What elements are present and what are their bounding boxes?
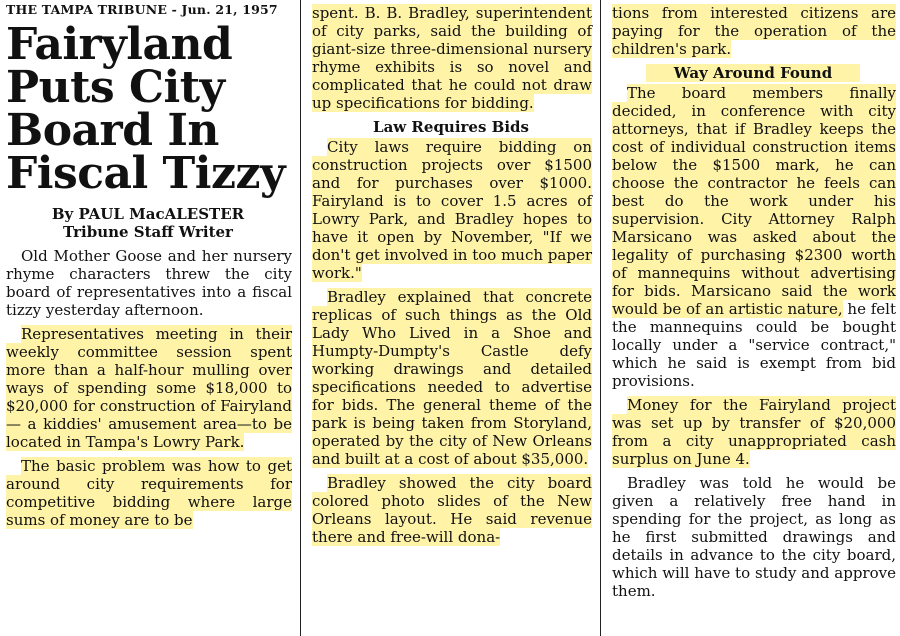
highlighted-text: Representatives meeting in their weekly committee session spent more than a half-hour mulling over ways of spending some $18,000 to $20,000 for construction of Fairyland — a kiddies' amusement area—to be located in Tampa's Lowry Park.: [6, 325, 292, 451]
column-rule: [300, 0, 301, 636]
column-rule: [600, 0, 601, 636]
paragraph: [606, 84, 900, 390]
column-2: [306, 0, 596, 636]
paragraph: Bradley was told he would be given a relatively free hand in spending for the project, as long as he first submitted drawings and details in advance to the city board, which will have to study and approve them.: [612, 474, 896, 600]
highlighted-text: Bradley showed the city board colored photo slides of the New Orleans layout. He said revenue there and free-will dona-: [312, 474, 592, 546]
column-3: [606, 0, 900, 636]
paragraph: [0, 457, 296, 529]
highlighted-text: Bradley explained that concrete replicas of such things as the Old Lady Who Lived in a Shoe and Humpty-Dumpty's Castle defy working drawings and detailed specifications needed to advertise for bids. The general theme of the park is being taken from Storyland, operated by the city of New Orleans and built at a cost of about $35,000.: [312, 288, 592, 468]
dateline: THE TAMPA TRIBUNE - Jun. 21, 1957: [6, 2, 278, 17]
headline: [6, 19, 296, 199]
paragraph: [306, 288, 596, 468]
paragraph: [606, 4, 900, 58]
highlighted-text: Money for the Fairyland project was set up by transfer of $20,000 from a city unappropriated cash surplus on June 4.: [612, 396, 896, 468]
paragraph: [306, 138, 596, 282]
byline-author: By PAUL MacALESTER: [51, 205, 245, 223]
subheading: Law Requires Bids: [373, 118, 529, 136]
paragraph: [306, 4, 596, 112]
paragraph: Old Mother Goose and her nursery rhyme characters threw the city board of representatives into a fiscal tizzy yesterday afternoon.: [6, 247, 292, 319]
byline-role: Tribune Staff Writer: [63, 223, 233, 241]
column-1: [0, 0, 296, 636]
headline-line: Puts City: [6, 62, 225, 113]
headline-line: Fiscal Tizzy: [6, 148, 286, 199]
highlighted-text: City laws require bidding on construction projects over $1500 and for purchases over $1000. Fairyland is to cover 1.5 acres of Lowry Park, and Bradley hopes to have it open by November, "If we don't get involved in too much paper work.": [312, 138, 592, 282]
headline-line: Fairyland: [6, 19, 233, 70]
subheading: Way Around Found: [646, 64, 860, 82]
paragraph-continuation: he felt the mannequins could be bought locally under a "service contract," which he said is exempt from bid provisions.: [612, 300, 897, 390]
highlighted-text: The basic problem was how to get around city requirements for competitive bidding where large sums of money are to be: [6, 457, 292, 529]
byline: [0, 205, 296, 241]
highlighted-text: spent. B. B. Bradley, superintendent of city parks, said the building of giant-size three-dimensional nursery rhyme exhibits is so novel and complicated that he could not draw up specifications for bidding.: [312, 4, 592, 112]
paragraph: [0, 325, 296, 451]
highlighted-text: tions from interested citizens are paying for the operation of the children's park.: [612, 4, 896, 58]
paragraph: [306, 474, 596, 546]
headline-line: Board In: [6, 105, 219, 156]
paragraph: [606, 396, 900, 468]
highlighted-text: The board members finally decided, in conference with city attorneys, that if Bradley keeps the cost of individual construction items below the $1500 mark, he can choose the contractor he feels can best do the work under his supervision. City Attorney Ralph Marsicano was asked about the legality of purchasing $2300 worth of mannequins without advertising for bids. Marsicano said the work would be of an artistic nature,: [612, 84, 896, 318]
